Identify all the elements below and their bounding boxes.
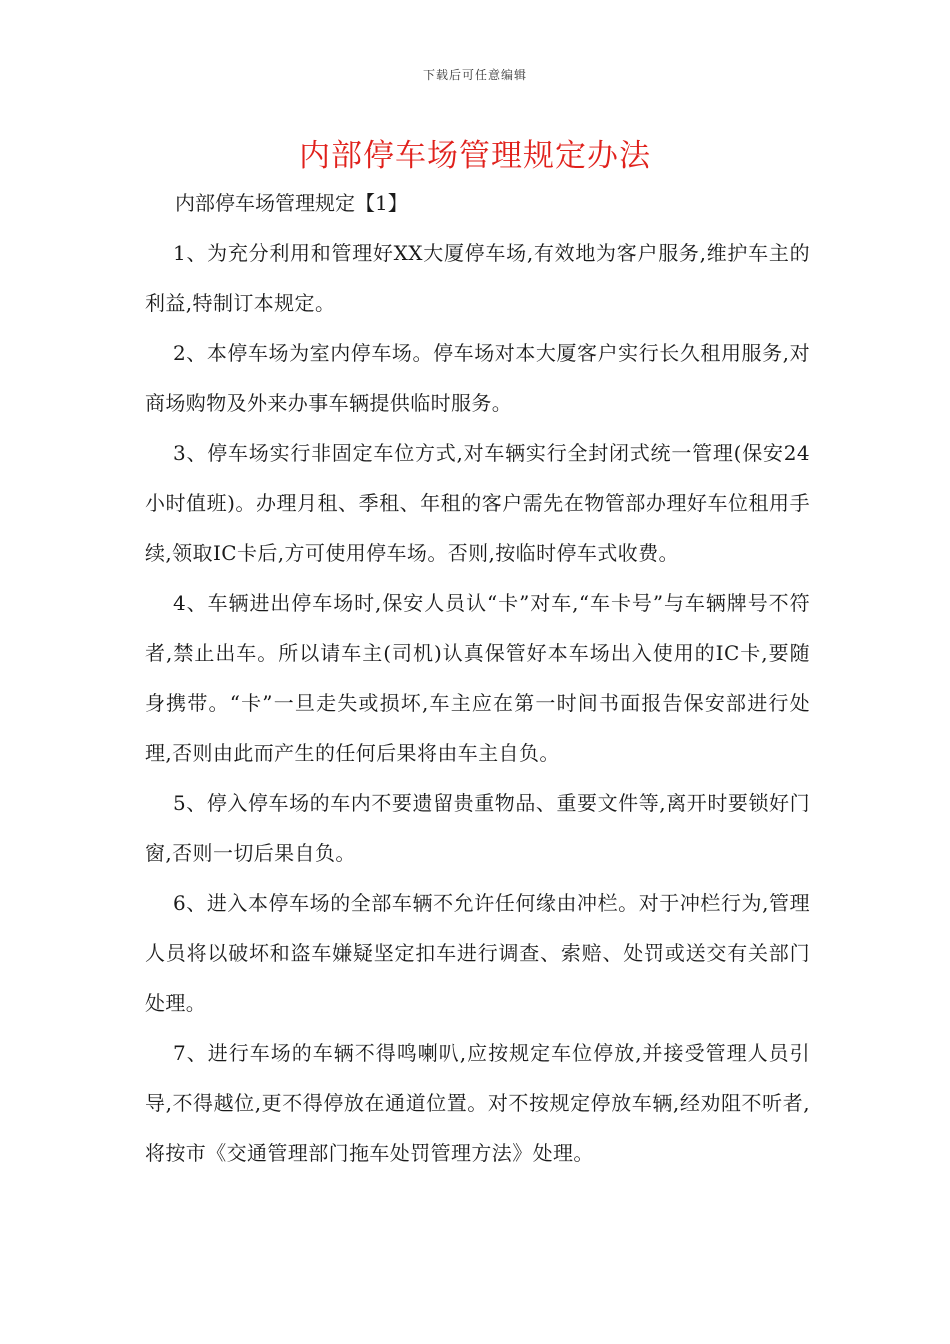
paragraph-1: 1、为充分利用和管理好XX大厦停车场,有效地为客户服务,维护车主的利益,特制订本规定。 bbox=[145, 241, 810, 315]
paragraph-3: 3、停车场实行非固定车位方式,对车辆实行全封闭式统一管理(保安24小时值班)。办理月租、季租、年租的客户需先在物管部办理好车位租用手续,领取IC卡后,方可使用停车场。否则,按临时停车式收费。 bbox=[145, 441, 810, 565]
section-subtitle: 内部停车场管理规定【1】 bbox=[175, 191, 408, 215]
document-title: 内部停车场管理规定办法 bbox=[299, 138, 651, 174]
paragraph-5: 5、停入停车场的车内不要遗留贵重物品、重要文件等,离开时要锁好门窗,否则一切后果自负。 bbox=[145, 791, 810, 865]
paragraph-6: 6、进入本停车场的全部车辆不允许任何缘由冲栏。对于冲栏行为,管理人员将以破坏和盗车嫌疑坚定扣车进行调查、索赔、处罚或送交有关部门处理。 bbox=[145, 891, 810, 1015]
paragraph-2: 2、本停车场为室内停车场。停车场对本大厦客户实行长久租用服务,对商场购物及外来办事车辆提供临时服务。 bbox=[145, 341, 810, 415]
header-note: 下载后可任意编辑 bbox=[422, 68, 527, 82]
paragraph-7: 7、进行车场的车辆不得鸣喇叭,应按规定车位停放,并接受管理人员引导,不得越位,更不得停放在通道位置。对不按规定停放车辆,经劝阻不听者,将按市《交通管理部门拖车处罚管理方法》处理。 bbox=[145, 1041, 810, 1165]
document-body bbox=[145, 178, 810, 1178]
paragraph-4: 4、车辆进出停车场时,保安人员认“卡”对车,“车卡号”与车辆牌号不符者,禁止出车。所以请车主(司机)认真保管好本车场出入使用的IC卡,要随身携带。“卡”一旦走失或损坏,车主应在第一时间书面报告保安部进行处理,否则由此而产生的任何后果将由车主自负。 bbox=[145, 591, 810, 765]
